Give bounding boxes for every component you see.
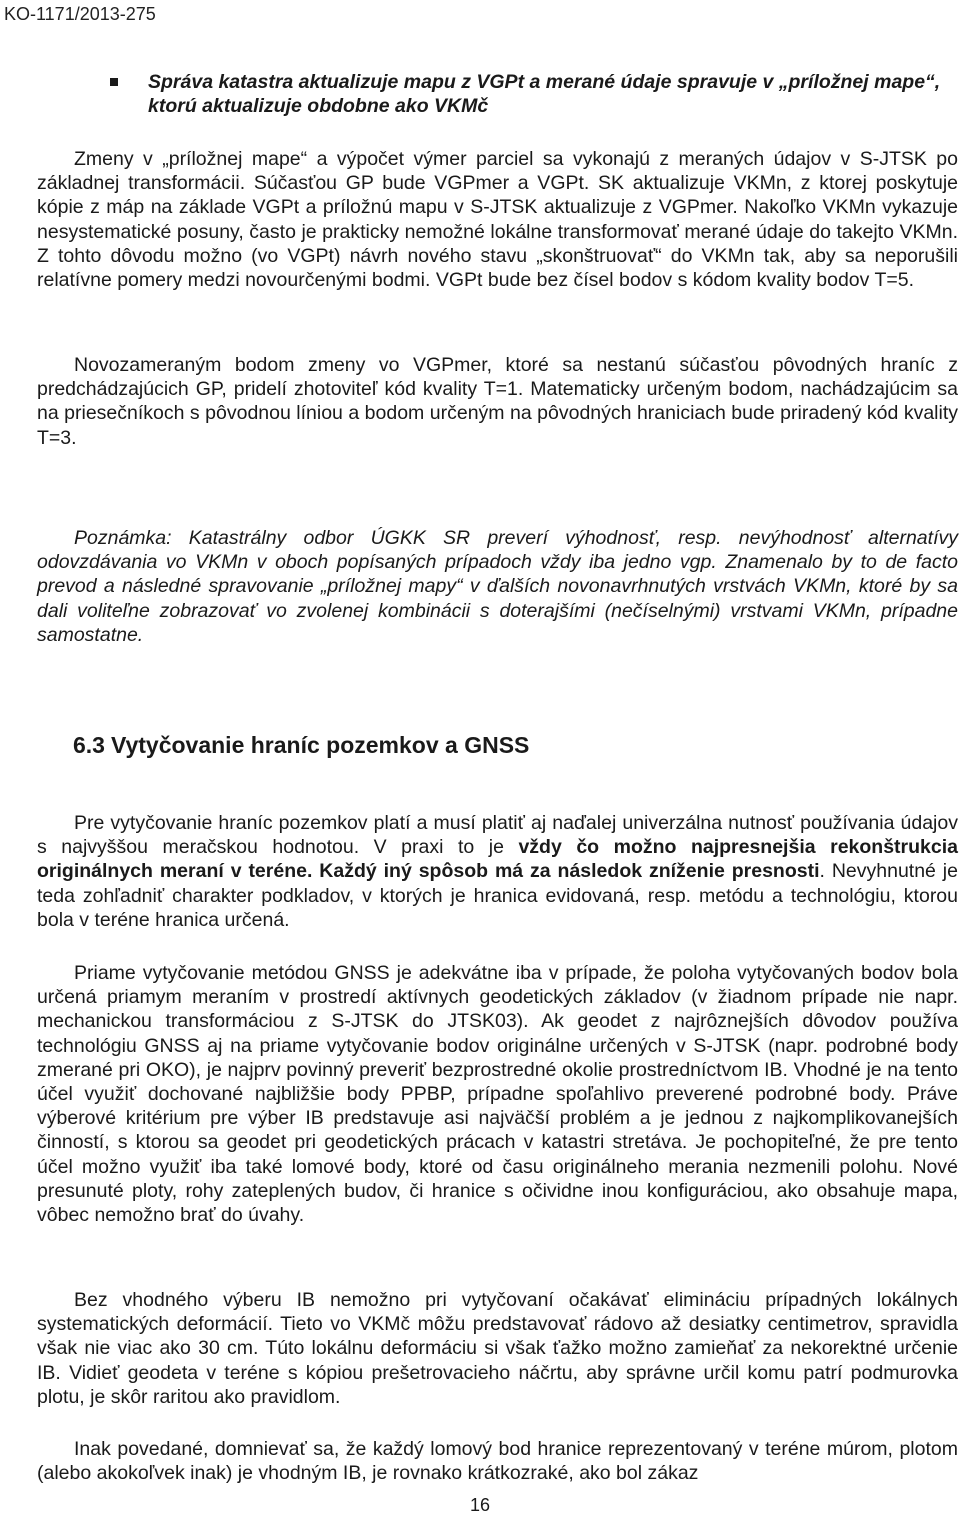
- section-heading: [73, 730, 529, 760]
- paragraph-text: [37, 811, 958, 932]
- text-run-punct: .: [306, 860, 320, 883]
- bullet-square-icon: [110, 78, 118, 86]
- section-paragraph-4: [37, 1437, 958, 1485]
- section-paragraph-2: [37, 961, 958, 1227]
- section-paragraph-1: [37, 811, 958, 932]
- paragraph-text: Bez vhodného výberu IB nemožno pri vytyčovaní očakávať elimináciu prípadných lokálnych systematických deformácií. Tieto vo VKMč môžu predstavovať rádovo až desiatky centimetrov, spravidla však nie viac ako 30 cm. Túto lokálnu deformáciu si však ťažko možno zamieňať za nekorektné určenie IB. Vidieť geodeta v teréne s kópiou prešetrovacieho náčrtu, aby správne určil komu patrí podmurovka plotu, je skôr raritou ako pravidlom.: [37, 1289, 958, 1408]
- text-run: . Nevyhnutné je teda zohľadniť charakter podkladov, v ktorých je hranica evidovaná, resp. metódu a technológiu, ktorou bola v teréne hranica určená.: [37, 860, 958, 931]
- paragraph-text: Novozameraným bodom zmeny vo VGPmer, ktoré sa nestanú súčasťou pôvodných hraníc z predchádzajúcich GP, pridelí zhotoviteľ kód kvality T=1. Matematicky určeným bodom, nachádzajúcim sa na priesečníkoch s pôvodnou líniou a bodom určeným na pôvodných hraniciach bude priradený kód kvality T=3.: [37, 354, 958, 449]
- section-title: Vytyčovanie hraníc pozemkov a GNSS: [110, 732, 530, 758]
- note-text: Poznámka: Katastrálny odbor ÚGKK SR preverí výhodnosť, resp. nevýhodnosť alternatívy odovzdávania vo VKMn v oboch popísaných prípadoch vždy iba jedno vgp. Znamenalo by to de facto prevod a následné spravovanie „príložnej mapy“ v ďalších novonavrhnutých vrstvách VKMn, ktoré by sa dali voliteľne zobrazovať vo zvolenej kombinácii s doterajšími (nečíselnými) vrstvami VKMn, prípadne samostatne.: [37, 527, 958, 646]
- note-paragraph: [37, 526, 958, 647]
- document-id-header: KO-1171/2013-275: [4, 4, 156, 24]
- section-paragraph-3: [37, 1288, 958, 1409]
- bold-phrase-precision: Každý iný spôsob má za následok zníženie presnosti: [319, 860, 820, 883]
- bullet-text: Správa katastra aktualizuje mapu z VGPt a merané údaje spravuje v „príložnej mape“, ktorú aktualizuje obdobne ako VKMč: [148, 71, 941, 118]
- paragraph-text: Zmeny v „príložnej mape“ a výpočet výmer parciel sa vykonajú z meraných údajov v S-JTSK po základnej transformácii. Súčasťou GP bude VGPmer a VGPt. SK aktualizuje VKMn, z ktorej poskytuje kópie z máp na základe VGPt a príložnú mapu v S-JTSK aktualizuje z VGPmer. Nakoľko VKMn vykazuje nesystematické posuny, často je prakticky nemožné lokálne transformovať merané údaje do takejto VKMn. Z tohto dôvodu možno (vo VGPt) návrh nového stavu „skonštruovať“ do VKMn tak, aby sa neporušili relatívne pomery medzi novourčenými bodmi. VGPt bude bez čísel bodov s kódom kvality bodov T=5.: [37, 148, 958, 292]
- bold-phrase-reconstruction: vždy čo možno najpresnejšia rekonštrukcia originálnych meraní v teréne: [37, 836, 958, 883]
- paragraph-text: Inak povedané, domnievať sa, že každý lomový bod hranice reprezentovaný v teréne múrom, plotom (alebo akokoľvek inak) je vhodným IB, je rovnako krátkozraké, ako bol zákaz: [37, 1438, 958, 1485]
- text-run: Pre vytyčovanie hraníc pozemkov platí a musí platiť aj naďalej univerzálna nutnosť používania údajov s najvyššou meračskou hodnotou. V praxi to je: [37, 812, 958, 859]
- bullet-item: [37, 70, 958, 118]
- paragraph-zmeny: [37, 147, 958, 292]
- paragraph-novozameranym: [37, 353, 958, 450]
- section-number: 6.3: [73, 732, 105, 758]
- paragraph-text: Priame vytyčovanie metódou GNSS je adekvátne iba v prípade, že poloha vytyčovaných bodov bola určená priamym meraním v prostredí aktívnych geodetických základov (v žiadnom prípade nie napr. mechanickou transformáciou z S-JTSK do JTSK03). Ak geodet z najrôznejších dôvodov používa technológiu GNSS aj na priame vytyčovanie bodov originálne určených v S-JTSK (napr. podrobné body zmerané pri OKO), je najprv povinný preveriť bezprostredné okolie prostredníctvom IB. Vhodné je na tento účel využiť dochované najbližšie body PPBP, prípadne spoľahlivo preverené podrobné body. Práve výberové kritérium pre výber IB predstavuje asi najväčší problém a je jednou z najkomplikovanejších činností, s ktorou sa geodet pri geodetických prácach v katastri stretáva. Je pochopiteľné, že pre tento účel možno využiť iba také lomové body, ktoré od času originálneho merania nezmenili polohu. Nové presunuté ploty, rohy zateplených budov, či hranice s očividne inou konfiguráciou, ako obsahuje mapa, vôbec nemožno brať do úvahy.: [37, 962, 958, 1227]
- page-number: 16: [469, 1495, 491, 1515]
